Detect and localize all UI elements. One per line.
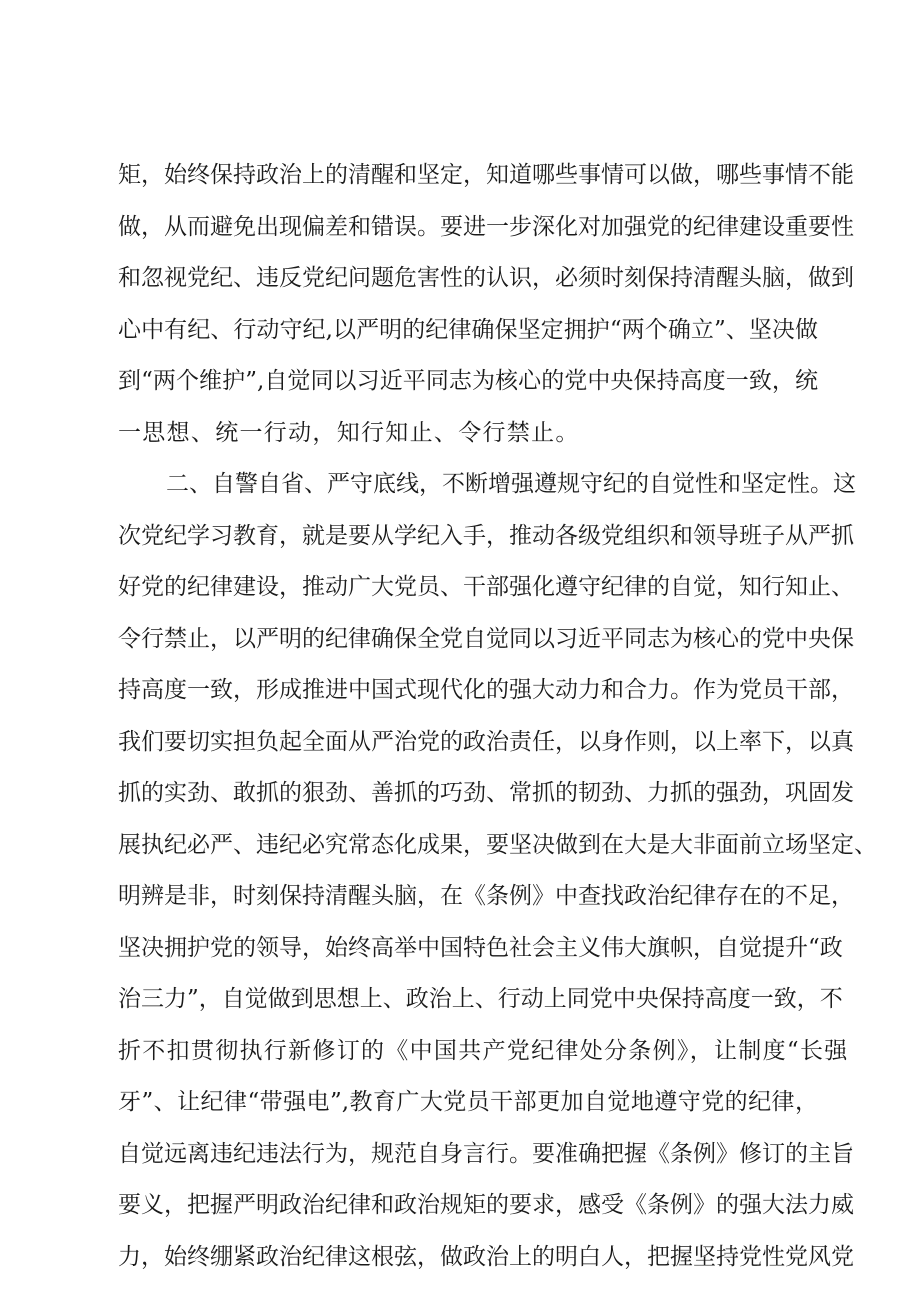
text-line: 好党的纪律建设，推动广大党员、干部强化遵守纪律的自觉，知行知止、 [118,574,854,600]
text-line: 自觉远离违纪违法行为，规范自身言行。要准确把握《条例》修订的主旨 [118,1140,854,1167]
text-line: 明辨是非，时刻保持清醒头脑，在《条例》中查找政治纪律存在的不足， [118,883,854,909]
text-line: 治三力”，自觉做到思想上、政治上、行动上同党中央保持高度一致，不 [118,986,843,1012]
text-line: 到“两个维护”,自觉同以习近平同志为核心的党中央保持高度一致，统 [118,368,818,394]
text-line: 令行禁止，以严明的纪律确保全党自觉同以习近平同志为核心的党中央保 [118,625,854,652]
text-line: 持高度一致，形成推进中国式现代化的强大动力和合力。作为党员干部， [118,677,854,703]
text-line: 牙”、让纪律“带强电”,教育广大党员干部更加自觉地遵守党的纪律， [118,1089,818,1115]
text-line: 做，从而避免出现偏差和错误。要进一步深化对加强党的纪律建设重要性 [118,213,854,240]
text-line: 折不扣贯彻执行新修订的《中国共产党纪律处分条例》，让制度“长强 [118,1037,849,1064]
text-line: 坚决拥护党的领导，始终高举中国特色社会主义伟大旗帜，自觉提升“政 [118,934,843,961]
paragraph-heading-line: 二、自警自省、严守底线，不断增强遵规守纪的自觉性和坚定性。这 [166,471,856,497]
text-line: 矩，始终保持政治上的清醒和坚定，知道哪些事情可以做，哪些事情不能 [118,162,854,188]
text-line: 心中有纪、行动守纪,以严明的纪律确保坚定拥护“两个确立”、坚决做 [118,316,818,343]
text-line: 力，始终绷紧政治纪律这根弦，做政治上的明白人，把握坚持党性党风党 [118,1243,854,1270]
text-line: 抓的实劲、敢抓的狠劲、善抓的巧劲、常抓的韧劲、力抓的强劲，巩固发 [118,780,854,806]
text-line: 次党纪学习教育，就是要从学纪入手，推动各级党组织和领导班子从严抓 [118,522,854,549]
body-text [118,150,877,1283]
text-line: 一思想、统一行动，知行知止、令行禁止。 [118,419,580,446]
text-line: 要义，把握严明政治纪律和政治规矩的要求，感受《条例》的强大法力威 [118,1192,854,1218]
text-line: 展执纪必严、违纪必究常态化成果，要坚决做到在大是大非面前立场坚定、 [118,831,877,858]
text-line: 我们要切实担负起全面从严治党的政治责任，以身作则，以上率下，以真 [118,728,854,755]
text-line: 和忽视党纪、违反党纪问题危害性的认识，必须时刻保持清醒头脑，做到 [118,265,854,291]
